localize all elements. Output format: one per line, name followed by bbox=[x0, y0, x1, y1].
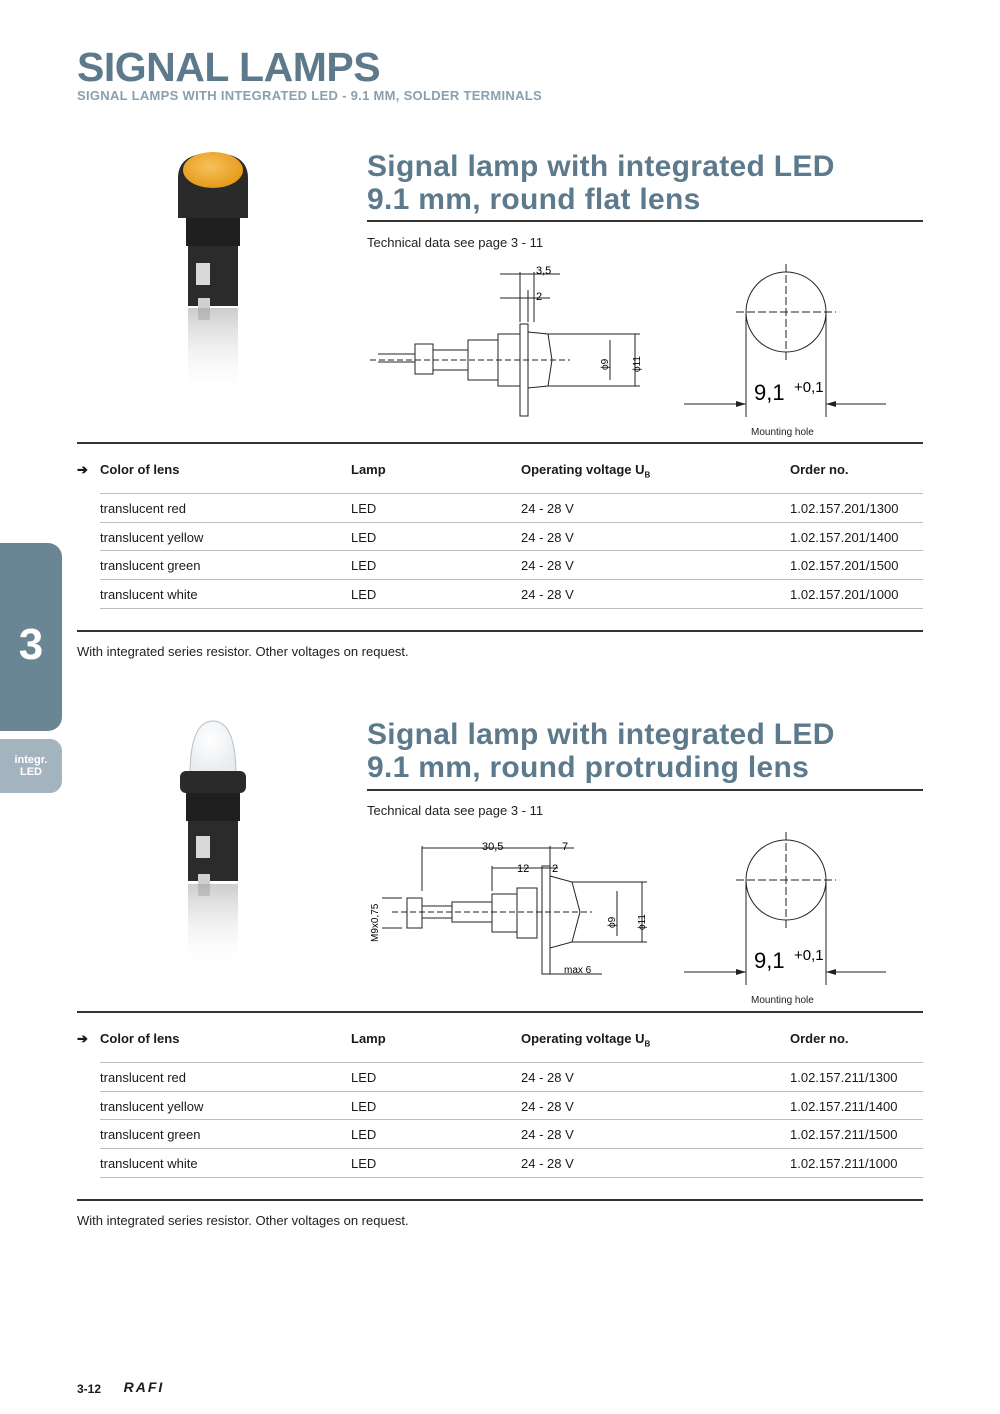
cell-lamp: LED bbox=[351, 1127, 377, 1142]
table-rule-top bbox=[77, 442, 923, 444]
cell-color: translucent red bbox=[100, 501, 186, 516]
dim-label: ϕ9 bbox=[600, 358, 611, 370]
section-title-line-2: 9.1 mm, round protruding lens bbox=[367, 751, 810, 784]
cell-order-no: 1.02.157.211/1400 bbox=[790, 1099, 898, 1114]
cell-voltage: 24 - 28 V bbox=[521, 1156, 574, 1171]
cell-order-no: 1.02.157.201/1500 bbox=[790, 558, 899, 573]
dim-label: ϕ9 bbox=[607, 916, 618, 928]
cell-color: translucent red bbox=[100, 1070, 186, 1085]
table-header bbox=[77, 1031, 923, 1051]
chapter-number: 3 bbox=[18, 620, 44, 669]
col-header-lamp: Lamp bbox=[351, 462, 386, 477]
footnote: With integrated series resistor. Other voltages on request. bbox=[77, 1213, 409, 1228]
voltage-subscript: B bbox=[644, 470, 651, 480]
table-rule-top bbox=[77, 1011, 923, 1013]
tech-data-note: Technical data see page 3 - 11 bbox=[367, 235, 544, 250]
cell-order-no: 1.02.157.211/1300 bbox=[790, 1070, 898, 1085]
col-header-voltage bbox=[521, 462, 650, 480]
mount-dimension: 9,1 bbox=[754, 380, 785, 405]
cell-lamp: LED bbox=[351, 1099, 377, 1114]
dim-label: ϕ11 bbox=[637, 914, 648, 930]
page-number: 3-12 bbox=[77, 1382, 102, 1396]
mount-tolerance: +0,1 bbox=[794, 379, 824, 396]
arrow-right-icon: ➔ bbox=[77, 1031, 88, 1046]
dimension-drawing bbox=[362, 836, 652, 986]
cell-lamp: LED bbox=[351, 1070, 377, 1085]
mounting-hole-label: Mounting hole bbox=[751, 427, 814, 438]
dim-label: 12 bbox=[517, 863, 530, 875]
col-header-voltage-text: Operating voltage U bbox=[521, 1031, 645, 1046]
table-row bbox=[100, 1091, 923, 1120]
max-label: max 6 bbox=[564, 965, 592, 976]
cell-color: translucent green bbox=[100, 1127, 201, 1142]
arrow-right-icon: ➔ bbox=[77, 462, 88, 477]
cell-voltage: 24 - 28 V bbox=[521, 558, 574, 573]
dim-label: 2 bbox=[536, 291, 543, 303]
cell-voltage: 24 - 28 V bbox=[521, 587, 574, 602]
cell-voltage: 24 - 28 V bbox=[521, 1127, 574, 1142]
subchapter-label-1: integr. bbox=[14, 754, 48, 766]
cell-color: translucent white bbox=[100, 1156, 198, 1171]
title-rule bbox=[367, 220, 923, 222]
cell-color: translucent yellow bbox=[100, 530, 204, 545]
col-header-order: Order no. bbox=[790, 1031, 849, 1046]
subchapter-label-2: LED bbox=[20, 766, 42, 778]
cell-color: translucent yellow bbox=[100, 1099, 204, 1114]
mounting-hole-drawing bbox=[680, 830, 890, 990]
dimension-drawing bbox=[370, 262, 650, 422]
rafi-logo bbox=[110, 1380, 178, 1394]
table-row bbox=[100, 493, 923, 522]
subchapter-tab[interactable] bbox=[0, 739, 62, 793]
cell-order-no: 1.02.157.201/1400 bbox=[790, 530, 899, 545]
product-photo bbox=[168, 148, 258, 408]
table-row bbox=[100, 522, 923, 551]
col-header-voltage-text: Operating voltage U bbox=[521, 462, 645, 477]
mounting-hole-drawing bbox=[680, 262, 890, 422]
tech-data-note: Technical data see page 3 - 11 bbox=[367, 803, 544, 818]
dim-label: ϕ11 bbox=[632, 356, 643, 372]
product-photo bbox=[168, 716, 258, 976]
cell-voltage: 24 - 28 V bbox=[521, 530, 574, 545]
dim-label: 7 bbox=[562, 841, 569, 853]
table-row bbox=[100, 579, 923, 609]
page-title: SIGNAL LAMPS bbox=[77, 44, 381, 90]
table-row bbox=[100, 1119, 923, 1148]
cell-lamp: LED bbox=[351, 1156, 377, 1171]
dim-label: 30,5 bbox=[482, 841, 504, 853]
section-title-line-1: Signal lamp with integrated LED bbox=[367, 150, 835, 183]
voltage-subscript: B bbox=[644, 1039, 651, 1049]
section-title-line-1: Signal lamp with integrated LED bbox=[367, 718, 835, 751]
section-title bbox=[367, 718, 835, 784]
col-header-lamp: Lamp bbox=[351, 1031, 386, 1046]
table-header bbox=[77, 462, 923, 482]
table-row bbox=[100, 1062, 923, 1091]
logo-text: RAFI bbox=[123, 1380, 165, 1394]
thread-label: M9x0,75 bbox=[370, 903, 381, 942]
col-header-color: Color of lens bbox=[100, 462, 180, 477]
table-rule-bottom bbox=[77, 1199, 923, 1201]
cell-lamp: LED bbox=[351, 587, 377, 602]
cell-color: translucent green bbox=[100, 558, 201, 573]
section-title bbox=[367, 150, 835, 216]
cell-color: translucent white bbox=[100, 587, 198, 602]
cell-voltage: 24 - 28 V bbox=[521, 501, 574, 516]
cell-order-no: 1.02.157.211/1500 bbox=[790, 1127, 898, 1142]
section-title-line-2: 9.1 mm, round flat lens bbox=[367, 183, 701, 216]
dim-label: 3,5 bbox=[536, 265, 552, 277]
title-rule bbox=[367, 789, 923, 791]
cell-order-no: 1.02.157.201/1300 bbox=[790, 501, 899, 516]
page-subtitle: SIGNAL LAMPS WITH INTEGRATED LED - 9.1 MM, SOLDER TERMINALS bbox=[77, 88, 542, 103]
table-row bbox=[100, 550, 923, 579]
table-row bbox=[100, 1148, 923, 1178]
cell-lamp: LED bbox=[351, 501, 377, 516]
cell-order-no: 1.02.157.201/1000 bbox=[790, 587, 899, 602]
col-header-voltage bbox=[521, 1031, 650, 1049]
mount-dimension: 9,1 bbox=[754, 948, 785, 973]
footnote: With integrated series resistor. Other voltages on request. bbox=[77, 644, 409, 659]
col-header-order: Order no. bbox=[790, 462, 849, 477]
cell-voltage: 24 - 28 V bbox=[521, 1099, 574, 1114]
cell-lamp: LED bbox=[351, 558, 377, 573]
cell-lamp: LED bbox=[351, 530, 377, 545]
table-rule-bottom bbox=[77, 630, 923, 632]
dim-label: 2 bbox=[552, 863, 559, 875]
mounting-hole-label: Mounting hole bbox=[751, 995, 814, 1006]
cell-order-no: 1.02.157.211/1000 bbox=[790, 1156, 898, 1171]
col-header-color: Color of lens bbox=[100, 1031, 180, 1046]
mount-tolerance: +0,1 bbox=[794, 947, 824, 964]
cell-voltage: 24 - 28 V bbox=[521, 1070, 574, 1085]
